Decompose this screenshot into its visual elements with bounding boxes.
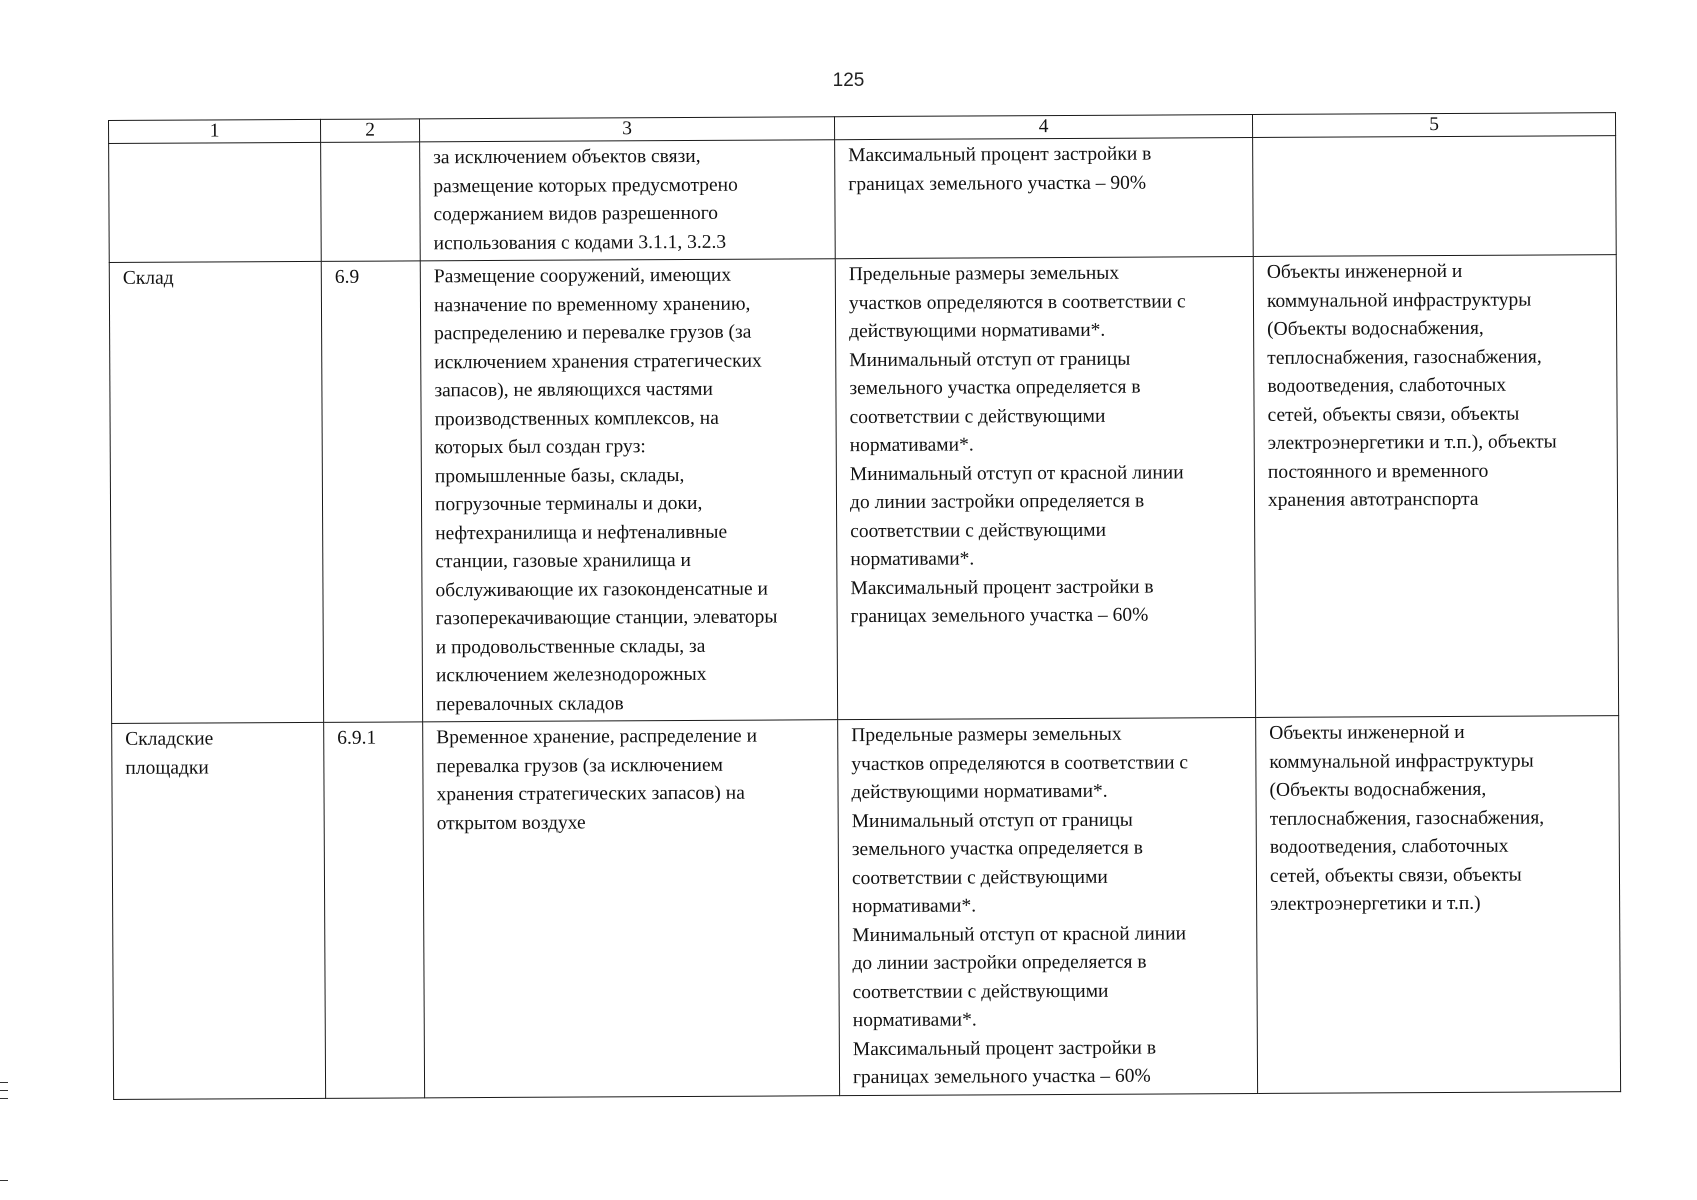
- text-line: соответствии с действующими: [852, 980, 1109, 1003]
- text-line: промышленные базы, склады,: [434, 464, 685, 487]
- binding-margin-mark: [0, 1098, 8, 1099]
- column-number-2: 2: [320, 119, 419, 143]
- text-line: сетей, объекты связи, объекты: [1267, 403, 1520, 426]
- text-line: Максимальный процент застройки в: [850, 576, 1154, 599]
- text-line: Максимальный процент застройки в: [852, 1037, 1157, 1060]
- text-line: нормативами*.: [849, 434, 974, 457]
- text-line: Минимальный отступ от границы: [851, 809, 1133, 832]
- auxiliary-uses-cell: [1253, 255, 1618, 718]
- text-line: исключением железнодорожных: [435, 663, 707, 687]
- text-line: Временное хранение, распределение и: [436, 725, 758, 749]
- text-line: соответствии с действующими: [850, 519, 1107, 542]
- land-use-table: [108, 112, 1621, 1099]
- text-line: электроэнергетики и т.п.): [1270, 892, 1481, 915]
- text-line: земельного участка определяется в: [851, 837, 1144, 861]
- text-line: границах земельного участка – 60%: [852, 1065, 1151, 1089]
- text-line: теплоснабжения, газоснабжения,: [1269, 806, 1545, 830]
- text-line: действующими нормативами*.: [851, 780, 1108, 804]
- text-line: водоотведения, слаботочных: [1269, 835, 1509, 858]
- text-line: действующими нормативами*.: [849, 319, 1106, 343]
- text-line: которых был создан груз:: [434, 436, 646, 459]
- text-line: погрузочные терминалы и доки,: [434, 492, 703, 516]
- column-number-1: 1: [109, 119, 321, 143]
- text-line: электроэнергетики и т.п.), объекты: [1267, 431, 1557, 454]
- auxiliary-uses-cell: [1256, 716, 1621, 1093]
- text-line: обслуживающие их газоконденсатные и: [435, 578, 768, 601]
- use-description-cell: [420, 259, 837, 722]
- parameters-cell: [838, 717, 1258, 1095]
- text-line: (Объекты водоснабжения,: [1269, 778, 1487, 801]
- text-line: Максимальный процент застройки в: [848, 143, 1152, 167]
- use-name-cell: [109, 142, 322, 262]
- use-code-cell: 6.9.1: [324, 722, 425, 1098]
- text-line: соответствии с действующими: [849, 405, 1106, 428]
- text-line: коммунальной инфраструктуры: [1266, 289, 1532, 312]
- text-line: до линии застройки определяется в: [852, 951, 1147, 975]
- use-code-cell: 6.9: [321, 261, 422, 723]
- text-line: запасов), не являющихся частями: [434, 378, 713, 402]
- text-line: и продовольственные склады, за: [435, 635, 706, 658]
- text-line: нефтехранилища и нефтеналивные: [435, 521, 728, 544]
- text-line: исключением хранения стратегических: [434, 350, 762, 373]
- page-number: 125: [832, 70, 865, 91]
- text-line: земельного участка определяется в: [849, 376, 1141, 400]
- text-line: сетей, объекты связи, объекты: [1269, 864, 1522, 887]
- text-line: нормативами*.: [852, 895, 977, 918]
- text-line: Минимальный отступ от границы: [849, 348, 1131, 371]
- table-row: [112, 716, 1621, 1099]
- table-row: [109, 136, 1617, 263]
- text-line: участков определяются в соответствии с: [851, 751, 1189, 775]
- text-line: перевалочных складов: [436, 692, 624, 715]
- column-number-3: 3: [419, 117, 834, 142]
- table-row: [109, 255, 1618, 724]
- text-line: Предельные размеры земельных: [851, 723, 1122, 747]
- text-line: границах земельного участка – 60%: [850, 604, 1149, 628]
- text-line: открытом воздухе: [436, 812, 586, 834]
- text-line: Минимальный отступ от красной линии: [849, 461, 1184, 485]
- text-line: нормативами*.: [852, 1009, 977, 1032]
- column-number-4: 4: [834, 115, 1252, 140]
- text-line: постоянного и временного: [1267, 460, 1489, 483]
- text-line: участков определяются в соответствии с: [848, 290, 1186, 314]
- binding-margin-mark: [0, 1082, 8, 1083]
- use-code-cell: [321, 142, 421, 262]
- text-line: нормативами*.: [850, 548, 975, 571]
- text-line: границах земельного участка – 90%: [848, 172, 1147, 195]
- parameters-cell: [835, 138, 1254, 259]
- text-line: Предельные размеры земельных: [848, 262, 1120, 286]
- text-line: (Объекты водоснабжения,: [1267, 317, 1484, 340]
- text-line: коммунальной инфраструктуры: [1269, 750, 1534, 773]
- text-line: хранения автотранспорта: [1267, 488, 1479, 511]
- text-line: станции, газовые хранилища и: [435, 549, 691, 573]
- use-description-cell: [420, 140, 836, 261]
- text-line: содержанием видов разрешенного: [433, 202, 719, 226]
- text-line: Размещение сооружений, имеющих: [433, 264, 732, 288]
- text-line: хранения стратегических запасов) на: [436, 782, 745, 806]
- text-line: теплоснабжения, газоснабжения,: [1267, 345, 1542, 369]
- binding-margin-mark: [0, 1180, 8, 1181]
- text-line: Объекты инженерной и: [1266, 260, 1463, 283]
- text-line: производственных комплексов, на: [434, 407, 719, 430]
- parameters-cell: [835, 257, 1255, 720]
- text-line: распределению и перевалке грузов (за: [434, 321, 752, 345]
- text-line: назначение по временному хранению,: [433, 293, 751, 316]
- text-line: за исключением объектов связи,: [433, 145, 701, 169]
- use-name-cell: [112, 722, 326, 1099]
- text-line: соответствии с действующими: [851, 866, 1108, 889]
- text-line: использования с кодами 3.1.1, 3.2.3: [433, 231, 727, 254]
- text-line: до линии застройки определяется в: [849, 490, 1145, 514]
- text-line: размещение которых предусмотрено: [433, 174, 738, 197]
- auxiliary-uses-cell: [1253, 136, 1617, 257]
- text-line: газоперекачивающие станции, элеваторы: [435, 606, 778, 630]
- text-line: водоотведения, слаботочных: [1267, 374, 1507, 397]
- use-name-cell: Склад: [109, 261, 323, 723]
- column-number-5: 5: [1252, 113, 1615, 138]
- text-line: Минимальный отступ от красной линии: [852, 922, 1187, 946]
- binding-margin-mark: [0, 1090, 8, 1091]
- text-line: перевалка грузов (за исключением: [436, 754, 724, 777]
- text-line: Складские площадки: [125, 728, 214, 779]
- use-description-cell: [423, 720, 840, 1098]
- text-line: Объекты инженерной и: [1269, 721, 1465, 744]
